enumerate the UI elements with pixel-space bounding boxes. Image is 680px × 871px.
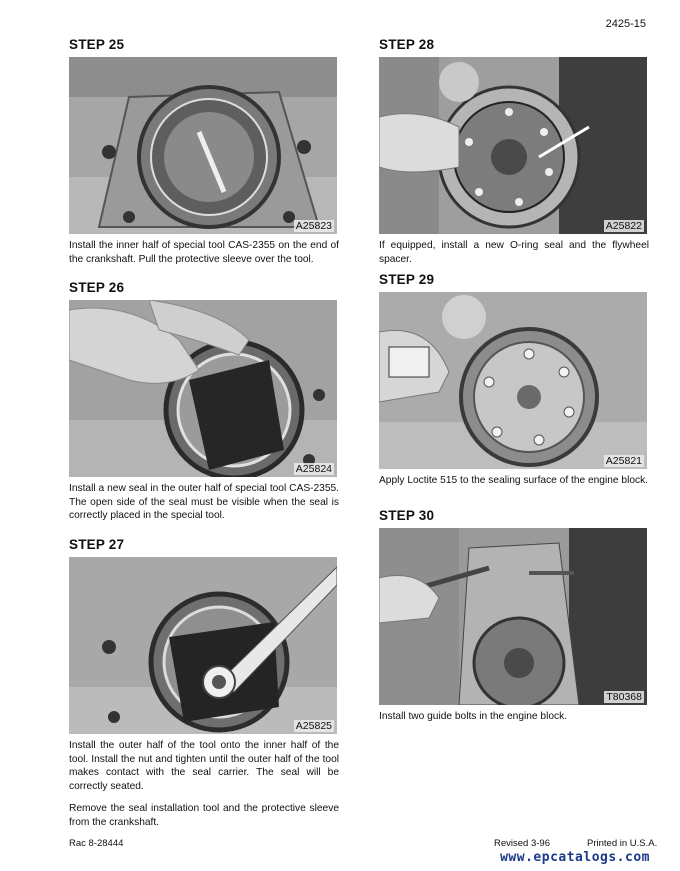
figure-id: A25821 [605, 455, 642, 467]
photo-step-28 [379, 57, 647, 234]
step-title: STEP 25 [69, 37, 125, 52]
loctite-illustration [379, 292, 647, 469]
guide-bolts-illustration [379, 528, 647, 705]
figure-id: A25823 [295, 220, 332, 232]
step-28 [379, 38, 649, 266]
step-25 [69, 38, 339, 266]
caption-paragraph-2: Remove the seal installation tool and the protective sleeve from the crankshaft. [69, 803, 339, 828]
caption-paragraph-1: Install the outer half of the tool onto the inner half of the tool. Install the nut and tighten until the outer half of the tool makes contact with the seal carrier. The seal will be correctly seated. [69, 740, 339, 792]
step-title: STEP 29 [379, 272, 435, 287]
step-title: STEP 30 [379, 508, 435, 523]
step-caption: Apply Loctite 515 to the sealing surface of the engine block. [379, 475, 649, 486]
step-title: STEP 27 [69, 537, 125, 552]
page-number: 2425-15 [605, 18, 646, 30]
step-caption: Install the inner half of special tool CAS-2355 on the end of the crankshaft. Pull the protective sleeve over the tool. [69, 240, 339, 265]
step-title: STEP 28 [379, 37, 435, 52]
photo-step-25 [69, 57, 337, 234]
figure-id: A25824 [295, 463, 332, 475]
step-title: STEP 26 [69, 280, 125, 295]
footer-printed: Printed in U.S.A. [587, 838, 658, 849]
step-26 [69, 281, 339, 523]
seal-tool-illustration [69, 300, 337, 477]
flywheel-spacer-illustration [379, 57, 647, 234]
figure-id: A25825 [295, 720, 332, 732]
step-29 [379, 273, 649, 488]
step-caption: Install a new seal in the outer half of special tool CAS-2355. The open side of the seal must be visible when the seal is correctly placed in the special tool. [69, 483, 339, 522]
seal-carrier-illustration [69, 57, 337, 234]
photo-step-26 [69, 300, 337, 477]
photo-step-29 [379, 292, 647, 469]
photo-step-30 [379, 528, 647, 705]
wrench-tool-illustration [69, 557, 337, 734]
footer-revised: Revised 3-96 [494, 838, 550, 849]
step-27 [69, 538, 339, 839]
watermark-link[interactable]: www.epcatalogs.com [500, 850, 650, 865]
step-caption: If equipped, install a new O-ring seal and the flywheel spacer. [379, 240, 649, 265]
step-caption: Install two guide bolts in the engine block. [379, 711, 568, 722]
step-30 [379, 509, 649, 724]
step-caption [69, 739, 339, 830]
figure-id: T80368 [606, 691, 642, 703]
figure-id: A25822 [605, 220, 642, 232]
footer-doc-number: Rac 8-28444 [69, 838, 124, 849]
photo-step-27 [69, 557, 337, 734]
